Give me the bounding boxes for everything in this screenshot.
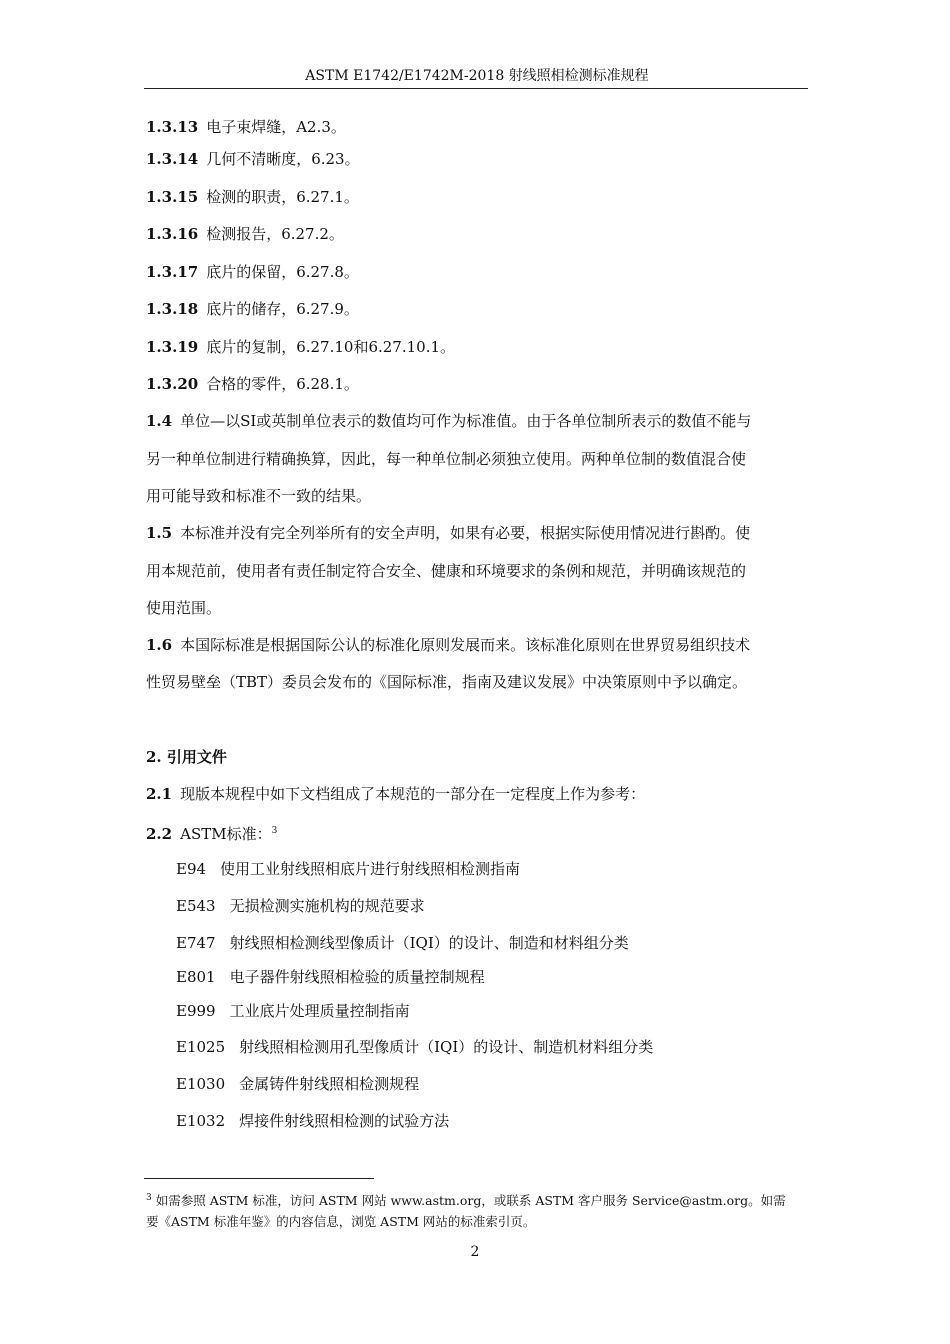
reference-item: [176, 1000, 410, 1022]
reference-code: E543: [176, 897, 216, 915]
reference-title: 工业底片处理质量控制指南: [229, 1002, 410, 1020]
clause-text: 底片的储存，6.27.9。: [206, 300, 359, 318]
paragraph-1-5-line: [146, 522, 750, 544]
reference-title: 使用工业射线照相底片进行射线照相检测指南: [220, 860, 521, 878]
reference-code: E747: [176, 934, 216, 952]
footnote-text: 如需参照 ASTM 标准，访问 ASTM 网站 www.astm.org，或联系 ASTM 客户服务 Service@astm.org。如需: [155, 1193, 786, 1209]
footnote-line: [146, 1188, 810, 1211]
section-heading: 2. 引用文件: [146, 748, 227, 766]
paragraph-text: ASTM标准：: [180, 825, 272, 843]
reference-title: 电子器件射线照相检验的质量控制规程: [229, 968, 485, 986]
footnote-mark: 3: [146, 1193, 152, 1203]
footnote-divider: [144, 1178, 374, 1179]
clause-line: [146, 261, 359, 283]
paragraph-text: 现版本规程中如下文档组成了本规范的一部分在一定程度上作为参考：: [180, 785, 646, 803]
reference-code: E94: [176, 860, 207, 878]
paragraph-2-1: [146, 783, 645, 805]
paragraph-number: 2.2: [146, 825, 173, 843]
clause-number: 1.3.13: [146, 118, 199, 136]
clause-line: [146, 186, 359, 208]
reference-item: [176, 1036, 653, 1058]
footnote-reference[interactable]: 3: [271, 826, 278, 836]
reference-code: E1032: [176, 1112, 226, 1130]
paragraph-1-5-line: 用本规范前，使用者有责任制定符合安全、健康和环境要求的条例和规范，并明确该规范的: [146, 562, 747, 580]
clause-line: [146, 298, 359, 320]
clause-text: 底片的复制，6.27.10和6.27.10.1。: [206, 338, 456, 356]
clause-text: 检测的职责，6.27.1。: [206, 188, 359, 206]
paragraph-number: 1.6: [146, 636, 173, 654]
paragraph-text: 本标准并没有完全列举所有的安全声明，如果有必要，根据实际使用情况进行斟酌。使: [180, 524, 751, 542]
reference-title: 金属铸件射线照相检测规程: [239, 1075, 420, 1093]
clause-line: [146, 148, 360, 170]
clause-line: [146, 223, 344, 245]
clause-text: 底片的保留，6.27.8。: [206, 263, 359, 281]
footnote-line: 要《ASTM 标准年鉴》的内容信息，浏览 ASTM 网站的标准索引页。: [146, 1214, 536, 1230]
reference-item: [176, 932, 629, 954]
paragraph-1-6-line: [146, 634, 750, 656]
clause-text: 检测报告，6.27.2。: [206, 225, 344, 243]
clause-number: 1.3.20: [146, 375, 199, 393]
paragraph-1-4-line: [146, 410, 751, 432]
clause-text: 几何不清晰度，6.23。: [206, 150, 360, 168]
clause-number: 1.3.14: [146, 150, 199, 168]
reference-item: [176, 1073, 419, 1095]
clause-text: 电子束焊缝，A2.3。: [206, 118, 346, 136]
reference-item: [176, 1110, 449, 1132]
paragraph-1-4-line: 另一种单位制进行精确换算，因此，每一种单位制必须独立使用。两种单位制的数值混合使: [146, 450, 747, 468]
running-header: ASTM E1742/E1742M-2018 射线照相检测标准规程: [305, 68, 649, 84]
header-divider: [144, 88, 808, 89]
clause-number: 1.3.15: [146, 188, 199, 206]
paragraph-text: 本国际标准是根据国际公认的标准化原则发展而来。该标准化原则在世界贸易组织技术: [180, 636, 751, 654]
paragraph-1-4-line: 用可能导致和标准不一致的结果。: [146, 487, 372, 505]
clause-line: [146, 116, 346, 138]
clause-text: 合格的零件，6.28.1。: [206, 375, 359, 393]
paragraph-2-2: [146, 820, 277, 845]
reference-title: 无损检测实施机构的规范要求: [229, 897, 425, 915]
clause-number: 1.3.18: [146, 300, 199, 318]
paragraph-1-6-line: 性贸易壁垒（TBT）委员会发布的《国际标准，指南及建议发展》中决策原则中予以确定。: [146, 673, 748, 691]
paragraph-1-5-line: 使用范围。: [146, 599, 222, 617]
reference-code: E999: [176, 1002, 216, 1020]
reference-item: [176, 895, 425, 917]
clause-number: 1.3.16: [146, 225, 199, 243]
reference-item: [176, 966, 485, 988]
footnote: [146, 1188, 810, 1232]
paragraph-number: 2.1: [146, 785, 173, 803]
reference-code: E1030: [176, 1075, 226, 1093]
reference-code: E801: [176, 968, 216, 986]
reference-code: E1025: [176, 1038, 226, 1056]
page-number: 2: [470, 1244, 480, 1260]
paragraph-text: 单位—以SI或英制单位表示的数值均可作为标准值。由于各单位制所表示的数值不能与: [180, 412, 752, 430]
clause-line: [146, 373, 359, 395]
reference-title: 射线照相检测用孔型像质计（IQI）的设计、制造机材料组分类: [239, 1038, 654, 1056]
paragraph-number: 1.4: [146, 412, 173, 430]
clause-number: 1.3.19: [146, 338, 199, 356]
reference-title: 焊接件射线照相检测的试验方法: [239, 1112, 450, 1130]
clause-number: 1.3.17: [146, 263, 199, 281]
clause-line: [146, 336, 455, 358]
reference-item: [176, 858, 520, 880]
paragraph-number: 1.5: [146, 524, 173, 542]
reference-title: 射线照相检测线型像质计（IQI）的设计、制造和材料组分类: [229, 934, 629, 952]
